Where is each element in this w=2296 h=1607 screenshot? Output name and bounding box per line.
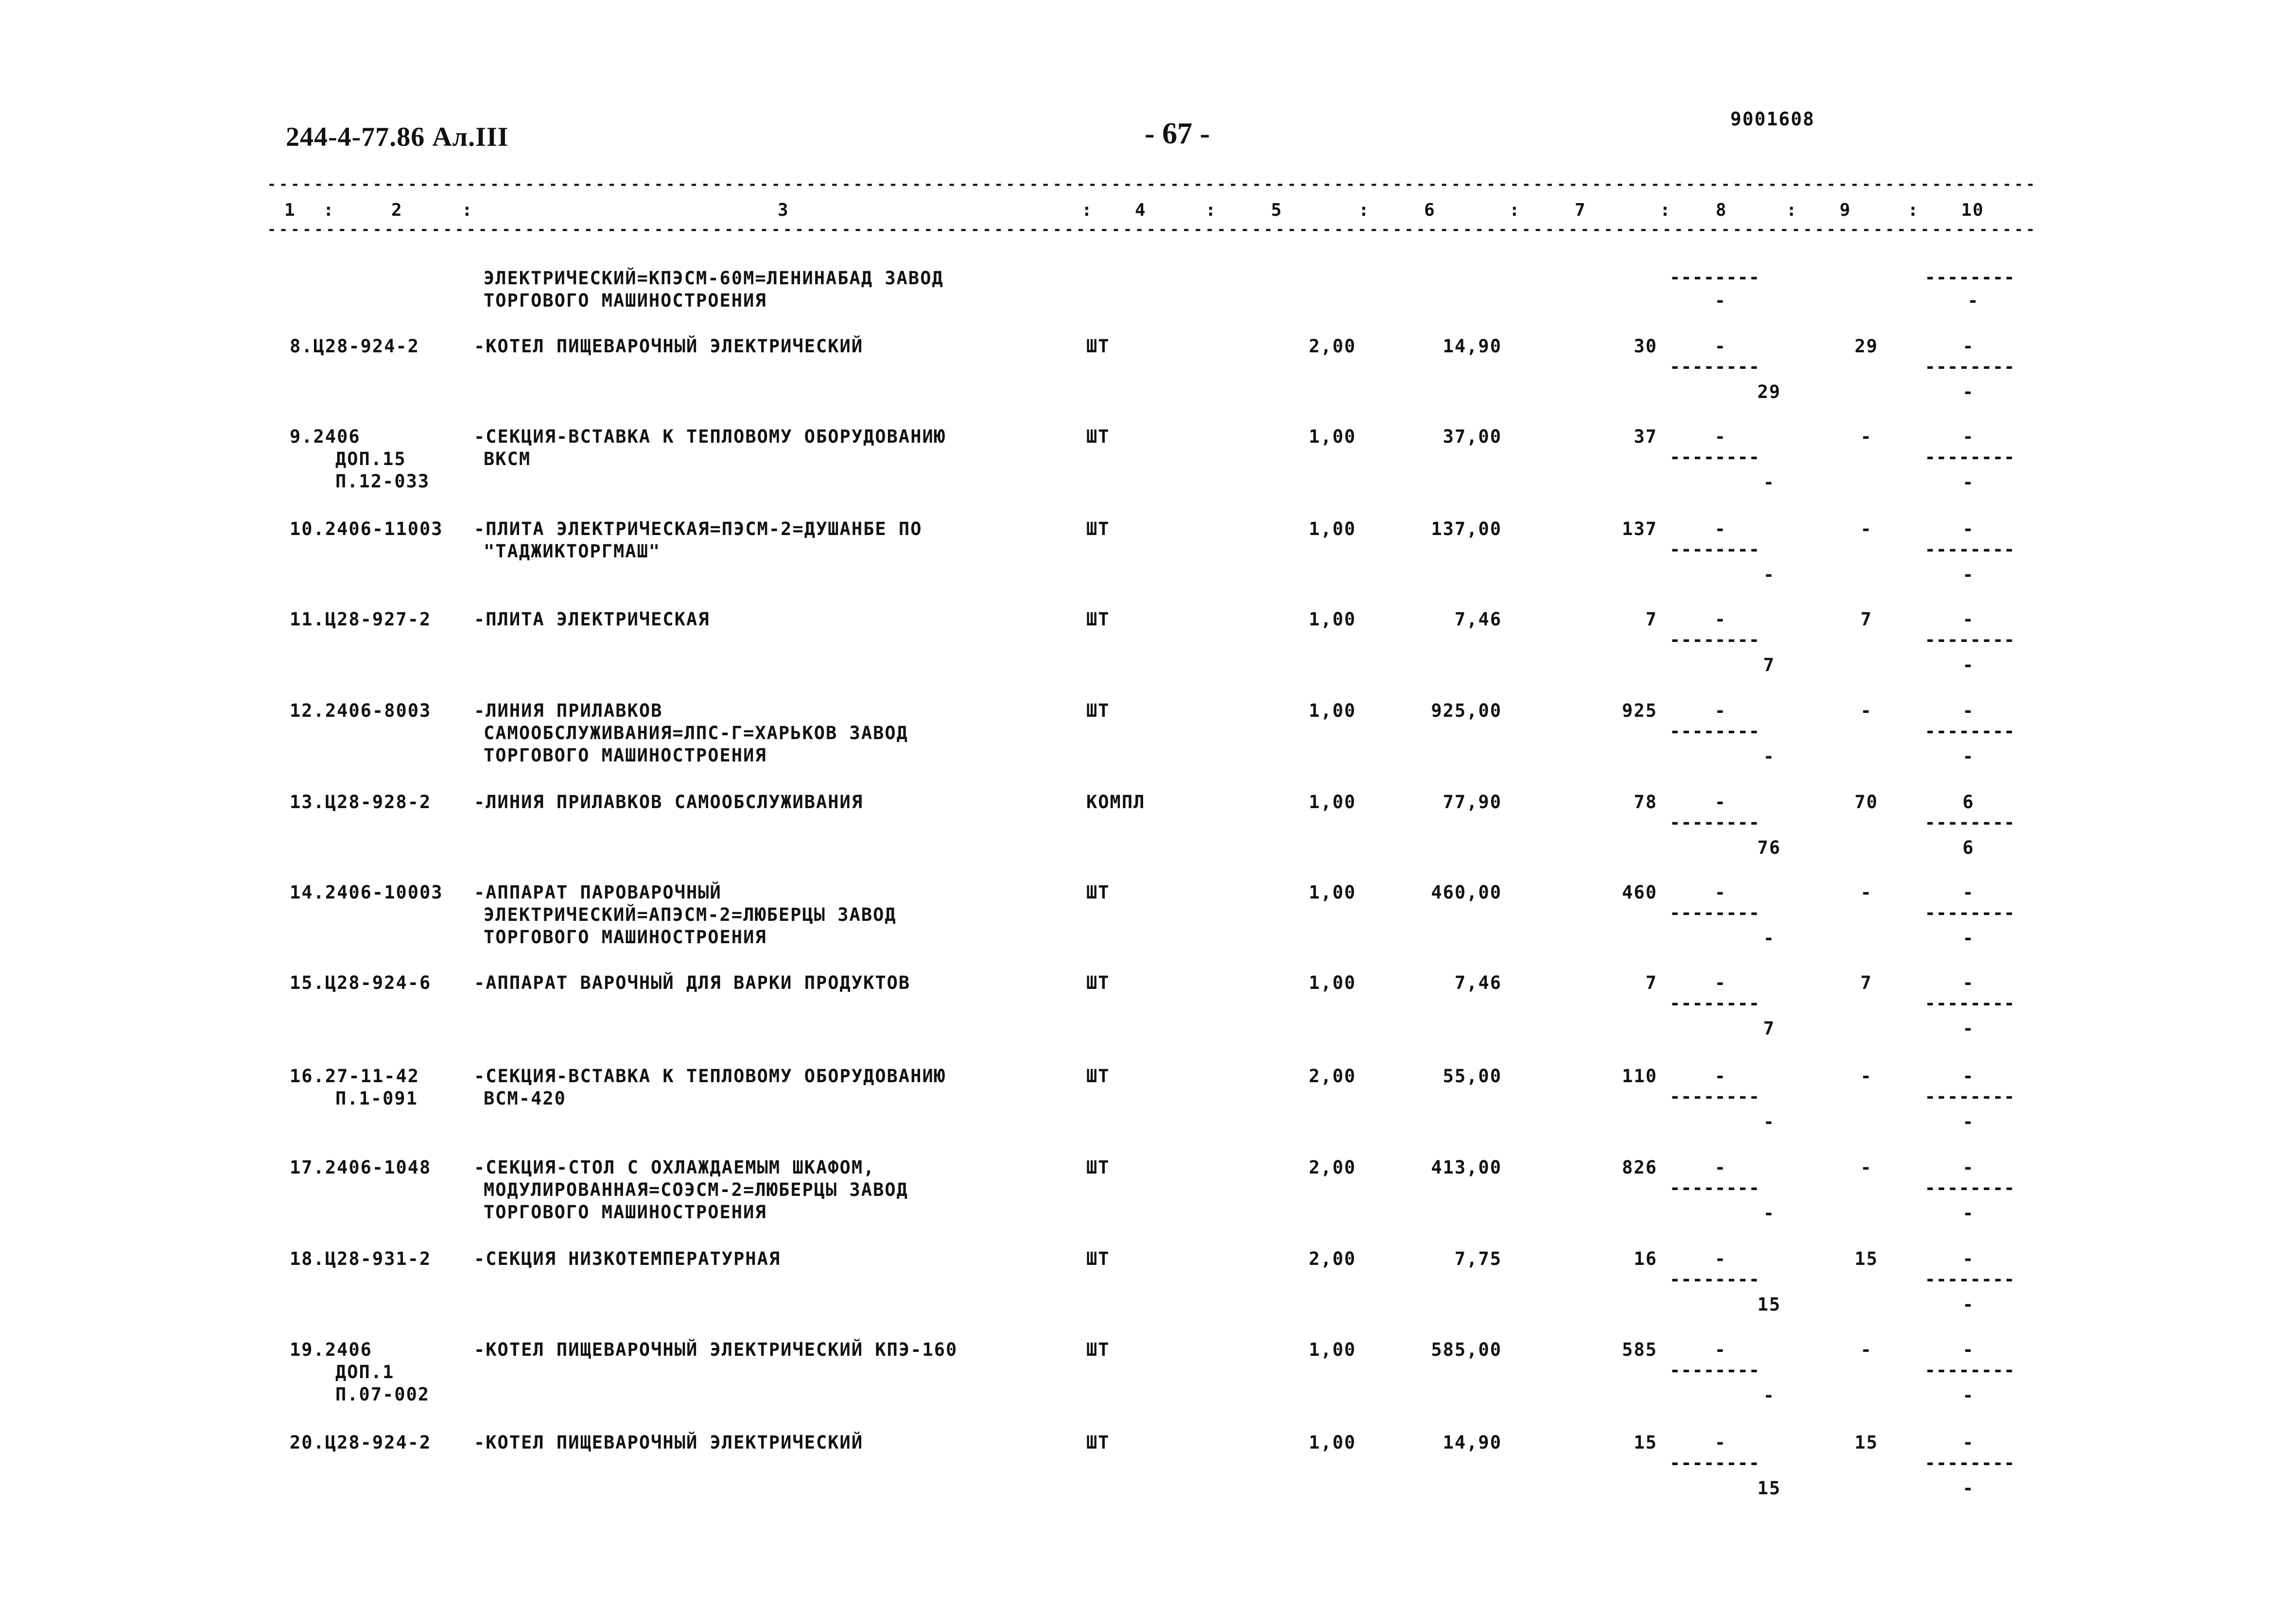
total-cell: 7: [1645, 609, 1657, 630]
item-name: -ЛИНИЯ ПРИЛАВКОВ САМООБСЛУЖИВАНИЯ: [474, 792, 864, 812]
col10-divider: --------: [1925, 1086, 2016, 1107]
col8-divider: --------: [1670, 812, 1760, 833]
col10-divider: --------: [1925, 539, 2016, 560]
quantity-cell: 2,00: [1308, 336, 1356, 357]
col10-top: -: [1962, 882, 1975, 903]
col-header-2: 2: [391, 200, 403, 220]
price-cell: 460,00: [1431, 882, 1502, 903]
total-cell: 925: [1622, 700, 1657, 721]
total-cell: 7: [1645, 972, 1657, 993]
col8-top: -: [1714, 792, 1727, 812]
item-name: МОДУЛИРОВАННАЯ=СОЭСМ-2=ЛЮБЕРЦЫ ЗАВОД: [484, 1179, 908, 1200]
item-code: 8.Ц28-924-2: [290, 336, 420, 357]
price-cell: 37,00: [1443, 426, 1502, 447]
total-cell: 15: [1634, 1432, 1657, 1453]
col9-cell: -: [1860, 882, 1873, 903]
total-cell: 460: [1622, 882, 1657, 903]
col8-divider: --------: [1670, 993, 1760, 1014]
col8-bottom: 15: [1757, 1478, 1781, 1499]
col9-cell: -: [1860, 1066, 1873, 1087]
col8-top: -: [1714, 972, 1727, 993]
col10-divider: --------: [1925, 1360, 2016, 1381]
col-header-6: 6: [1424, 200, 1436, 220]
col8-bottom: -: [1763, 564, 1775, 585]
col-header-3: 3: [778, 200, 789, 220]
col-header-8: 8: [1716, 200, 1727, 220]
page-number: - 67 -: [1145, 117, 1210, 150]
col-header-5: 5: [1271, 200, 1283, 220]
total-cell: 585: [1622, 1339, 1657, 1360]
col8-divider: --------: [1670, 539, 1760, 560]
col10-bottom: 6: [1962, 837, 1975, 858]
item-code: 14.2406-10003: [290, 882, 443, 903]
item-code: ДОП.1: [335, 1362, 395, 1382]
item-name: -СЕКЦИЯ НИЗКОТЕМПЕРАТУРНАЯ: [474, 1248, 781, 1269]
total-cell: 16: [1634, 1248, 1657, 1269]
col-header-10: 10: [1961, 200, 1984, 220]
item-code: П.07-002: [335, 1384, 430, 1405]
item-code: ДОП.15: [335, 449, 406, 469]
col-sep: :: [1786, 200, 1798, 220]
col8-divider: --------: [1670, 1452, 1760, 1473]
col8-bottom: -: [1763, 1203, 1775, 1224]
col-header-9: 9: [1840, 200, 1851, 220]
item-name: -КОТЕЛ ПИЩЕВАРОЧНЫЙ ЭЛЕКТРИЧЕСКИЙ КПЭ-160: [474, 1339, 958, 1360]
col10-bottom: -: [1967, 290, 1980, 311]
col10-top: --------: [1925, 267, 2016, 288]
price-cell: 7,75: [1454, 1248, 1502, 1269]
col10-bottom: -: [1962, 1385, 1975, 1406]
quantity-cell: 1,00: [1308, 609, 1356, 630]
item-name: -КОТЕЛ ПИЩЕВАРОЧНЫЙ ЭЛЕКТРИЧЕСКИЙ: [474, 1432, 864, 1453]
item-name: -АППАРАТ ВАРОЧНЫЙ ДЛЯ ВАРКИ ПРОДУКТОВ: [474, 972, 911, 993]
unit-cell: ШТ: [1086, 1248, 1110, 1269]
item-code: 16.27-11-42: [290, 1066, 420, 1087]
price-cell: 77,90: [1443, 792, 1502, 812]
price-cell: 14,90: [1443, 1432, 1502, 1453]
col10-divider: --------: [1925, 993, 2016, 1014]
item-name: ТОРГОВОГО МАШИНОСТРОЕНИЯ: [484, 745, 767, 766]
price-cell: 7,46: [1454, 609, 1502, 630]
price-cell: 7,46: [1454, 972, 1502, 993]
price-cell: 925,00: [1431, 700, 1502, 721]
col8-bottom: -: [1763, 1111, 1775, 1132]
col10-top: -: [1962, 1432, 1975, 1453]
col8-divider: --------: [1670, 1269, 1760, 1290]
unit-cell: КОМПЛ: [1086, 792, 1146, 812]
col10-divider: --------: [1925, 812, 2016, 833]
total-cell: 78: [1634, 792, 1657, 812]
col10-divider: --------: [1925, 902, 2016, 923]
col8-top: -: [1714, 609, 1727, 630]
continuation-line: ТОРГОВОГО МАШИНОСТРОЕНИЯ: [484, 290, 767, 311]
item-name: "ТАДЖИКТОРГМАШ": [484, 541, 661, 562]
item-name: ЭЛЕКТРИЧЕСКИЙ=АПЭСМ-2=ЛЮБЕРЦЫ ЗАВОД: [484, 904, 897, 925]
quantity-cell: 1,00: [1308, 1339, 1356, 1360]
col10-top: 6: [1962, 792, 1975, 812]
unit-cell: ШТ: [1086, 1157, 1110, 1178]
document-code: 244-4-77.86 Ал.III: [286, 122, 509, 152]
col-header-4: 4: [1135, 200, 1147, 220]
col9-cell: 70: [1854, 792, 1879, 812]
col10-bottom: -: [1962, 1203, 1975, 1224]
item-code: 9.2406: [290, 426, 361, 447]
item-code: П.1-091: [335, 1088, 418, 1109]
col9-cell: -: [1860, 518, 1873, 539]
unit-cell: ШТ: [1086, 882, 1110, 903]
quantity-cell: 1,00: [1308, 882, 1356, 903]
quantity-cell: 1,00: [1308, 972, 1356, 993]
col-sep: :: [1081, 200, 1093, 220]
col8-bottom: 15: [1757, 1294, 1781, 1315]
col8-divider: --------: [1670, 1177, 1760, 1198]
col-header-1: 1: [284, 200, 296, 220]
quantity-cell: 1,00: [1308, 700, 1356, 721]
col10-divider: --------: [1925, 721, 2016, 742]
col8-bottom: -: [1763, 928, 1775, 949]
col8-bottom: -: [1763, 1385, 1775, 1406]
col-header-7: 7: [1575, 200, 1586, 220]
quantity-cell: 1,00: [1308, 518, 1356, 539]
item-code: 10.2406-11003: [290, 518, 443, 539]
item-name: -ЛИНИЯ ПРИЛАВКОВ: [474, 700, 663, 721]
col8-divider: --------: [1670, 447, 1760, 467]
quantity-cell: 1,00: [1308, 426, 1356, 447]
item-name: -ПЛИТА ЭЛЕКТРИЧЕСКАЯ=ПЭСМ-2=ДУШАНБЕ ПО: [474, 518, 922, 539]
unit-cell: ШТ: [1086, 700, 1110, 721]
item-name: -ПЛИТА ЭЛЕКТРИЧЕСКАЯ: [474, 609, 710, 630]
col8-bottom: 29: [1757, 381, 1781, 402]
col8-divider: --------: [1670, 721, 1760, 742]
col8-top: -: [1714, 1157, 1727, 1178]
unit-cell: ШТ: [1086, 518, 1110, 539]
col10-top: -: [1962, 1248, 1975, 1269]
price-cell: 413,00: [1431, 1157, 1502, 1178]
item-name: -СЕКЦИЯ-СТОЛ С ОХЛАЖДАЕМЫМ ШКАФОМ,: [474, 1157, 875, 1178]
unit-cell: ШТ: [1086, 609, 1110, 630]
unit-cell: ШТ: [1086, 1432, 1110, 1453]
col-sep: :: [1509, 200, 1521, 220]
col8-top: --------: [1670, 267, 1760, 288]
item-code: П.12-033: [335, 471, 430, 492]
item-name: ТОРГОВОГО МАШИНОСТРОЕНИЯ: [484, 927, 767, 948]
col10-bottom: -: [1962, 928, 1975, 949]
col10-divider: --------: [1925, 629, 2016, 650]
col8-bottom: 7: [1763, 655, 1775, 675]
item-code: 20.Ц28-924-2: [290, 1432, 432, 1453]
col10-top: -: [1962, 1339, 1975, 1360]
item-code: 11.Ц28-927-2: [290, 609, 432, 630]
col9-cell: -: [1860, 426, 1873, 447]
col9-cell: -: [1860, 700, 1873, 721]
col10-divider: --------: [1925, 1269, 2016, 1290]
total-cell: 137: [1622, 518, 1657, 539]
item-name: САМООБСЛУЖИВАНИЯ=ЛПС-Г=ХАРЬКОВ ЗАВОД: [484, 723, 908, 743]
col8-top: -: [1714, 882, 1727, 903]
total-cell: 110: [1622, 1066, 1657, 1087]
col8-top: -: [1714, 700, 1727, 721]
price-cell: 137,00: [1431, 518, 1502, 539]
header-bottom-rule: [267, 221, 2036, 238]
table-top-rule: [267, 176, 2036, 193]
quantity-cell: 1,00: [1308, 792, 1356, 812]
item-name: -СЕКЦИЯ-ВСТАВКА К ТЕПЛОВОМУ ОБОРУДОВАНИЮ: [474, 426, 946, 447]
col8-top: -: [1714, 1066, 1727, 1087]
col8-divider: --------: [1670, 1086, 1760, 1107]
col10-bottom: -: [1962, 381, 1975, 402]
item-name: -КОТЕЛ ПИЩЕВАРОЧНЫЙ ЭЛЕКТРИЧЕСКИЙ: [474, 336, 864, 357]
col8-bottom: -: [1763, 746, 1775, 767]
unit-cell: ШТ: [1086, 1066, 1110, 1087]
col-sep: :: [323, 200, 335, 220]
col8-divider: --------: [1670, 902, 1760, 923]
item-code: 12.2406-8003: [290, 700, 432, 721]
item-name: -АППАРАТ ПАРОВАРОЧНЫЙ: [474, 882, 722, 903]
col10-divider: --------: [1925, 1452, 2016, 1473]
col10-top: -: [1962, 336, 1975, 357]
col10-bottom: -: [1962, 1018, 1975, 1039]
col8-top: -: [1714, 518, 1727, 539]
col-sep: :: [1205, 200, 1217, 220]
col10-top: -: [1962, 609, 1975, 630]
col-sep: :: [1660, 200, 1671, 220]
col10-bottom: -: [1962, 1111, 1975, 1132]
col10-bottom: -: [1962, 1294, 1975, 1315]
unit-cell: ШТ: [1086, 972, 1110, 993]
item-name: ТОРГОВОГО МАШИНОСТРОЕНИЯ: [484, 1202, 767, 1223]
total-cell: 30: [1634, 336, 1657, 357]
col9-cell: 7: [1860, 972, 1873, 993]
col10-bottom: -: [1962, 472, 1975, 493]
col10-bottom: -: [1962, 564, 1975, 585]
item-name: ВКСМ: [484, 449, 531, 469]
col8-bottom: -: [1714, 290, 1727, 311]
col8-bottom: 7: [1763, 1018, 1775, 1039]
col9-cell: 7: [1860, 609, 1873, 630]
total-cell: 826: [1622, 1157, 1657, 1178]
col8-top: -: [1714, 1432, 1727, 1453]
col8-top: -: [1714, 1339, 1727, 1360]
col10-bottom: -: [1962, 746, 1975, 767]
col10-top: -: [1962, 1157, 1975, 1178]
col8-divider: --------: [1670, 1360, 1760, 1381]
col10-divider: --------: [1925, 1177, 2016, 1198]
price-cell: 55,00: [1443, 1066, 1502, 1087]
price-cell: 585,00: [1431, 1339, 1502, 1360]
col9-cell: 15: [1854, 1248, 1879, 1269]
item-code: 19.2406: [290, 1339, 372, 1360]
item-name: -СЕКЦИЯ-ВСТАВКА К ТЕПЛОВОМУ ОБОРУДОВАНИЮ: [474, 1066, 946, 1087]
col10-bottom: -: [1962, 655, 1975, 675]
col-sep: :: [462, 200, 473, 220]
quantity-cell: 1,00: [1308, 1432, 1356, 1453]
col9-cell: -: [1860, 1339, 1873, 1360]
total-cell: 37: [1634, 426, 1657, 447]
item-code: 17.2406-1048: [290, 1157, 432, 1178]
col10-divider: --------: [1925, 447, 2016, 467]
col10-divider: --------: [1925, 356, 2016, 377]
archive-stamp: 9001608: [1730, 108, 1815, 130]
price-cell: 14,90: [1443, 336, 1502, 357]
col8-divider: --------: [1670, 629, 1760, 650]
col8-divider: --------: [1670, 356, 1760, 377]
quantity-cell: 2,00: [1308, 1066, 1356, 1087]
col9-cell: 15: [1854, 1432, 1879, 1453]
col10-top: -: [1962, 700, 1975, 721]
unit-cell: ШТ: [1086, 336, 1110, 357]
col9-cell: 29: [1854, 336, 1879, 357]
continuation-line: ЭЛЕКТРИЧЕСКИЙ=КПЭСМ-60М=ЛЕНИНАБАД ЗАВОД: [484, 268, 944, 289]
col10-top: -: [1962, 518, 1975, 539]
item-code: 18.Ц28-931-2: [290, 1248, 432, 1269]
col8-top: -: [1714, 1248, 1727, 1269]
item-name: ВСМ-420: [484, 1088, 566, 1109]
unit-cell: ШТ: [1086, 426, 1110, 447]
quantity-cell: 2,00: [1308, 1157, 1356, 1178]
quantity-cell: 2,00: [1308, 1248, 1356, 1269]
col-sep: :: [1908, 200, 1919, 220]
col8-bottom: -: [1763, 472, 1775, 493]
unit-cell: ШТ: [1086, 1339, 1110, 1360]
col8-top: -: [1714, 426, 1727, 447]
col10-top: -: [1962, 1066, 1975, 1087]
item-code: 13.Ц28-928-2: [290, 792, 432, 812]
item-code: 15.Ц28-924-6: [290, 972, 432, 993]
col8-bottom: 76: [1757, 837, 1781, 858]
col-sep: :: [1358, 200, 1370, 220]
col9-cell: -: [1860, 1157, 1873, 1178]
col8-top: -: [1714, 336, 1727, 357]
col10-bottom: -: [1962, 1478, 1975, 1499]
col10-top: -: [1962, 426, 1975, 447]
col10-top: -: [1962, 972, 1975, 993]
